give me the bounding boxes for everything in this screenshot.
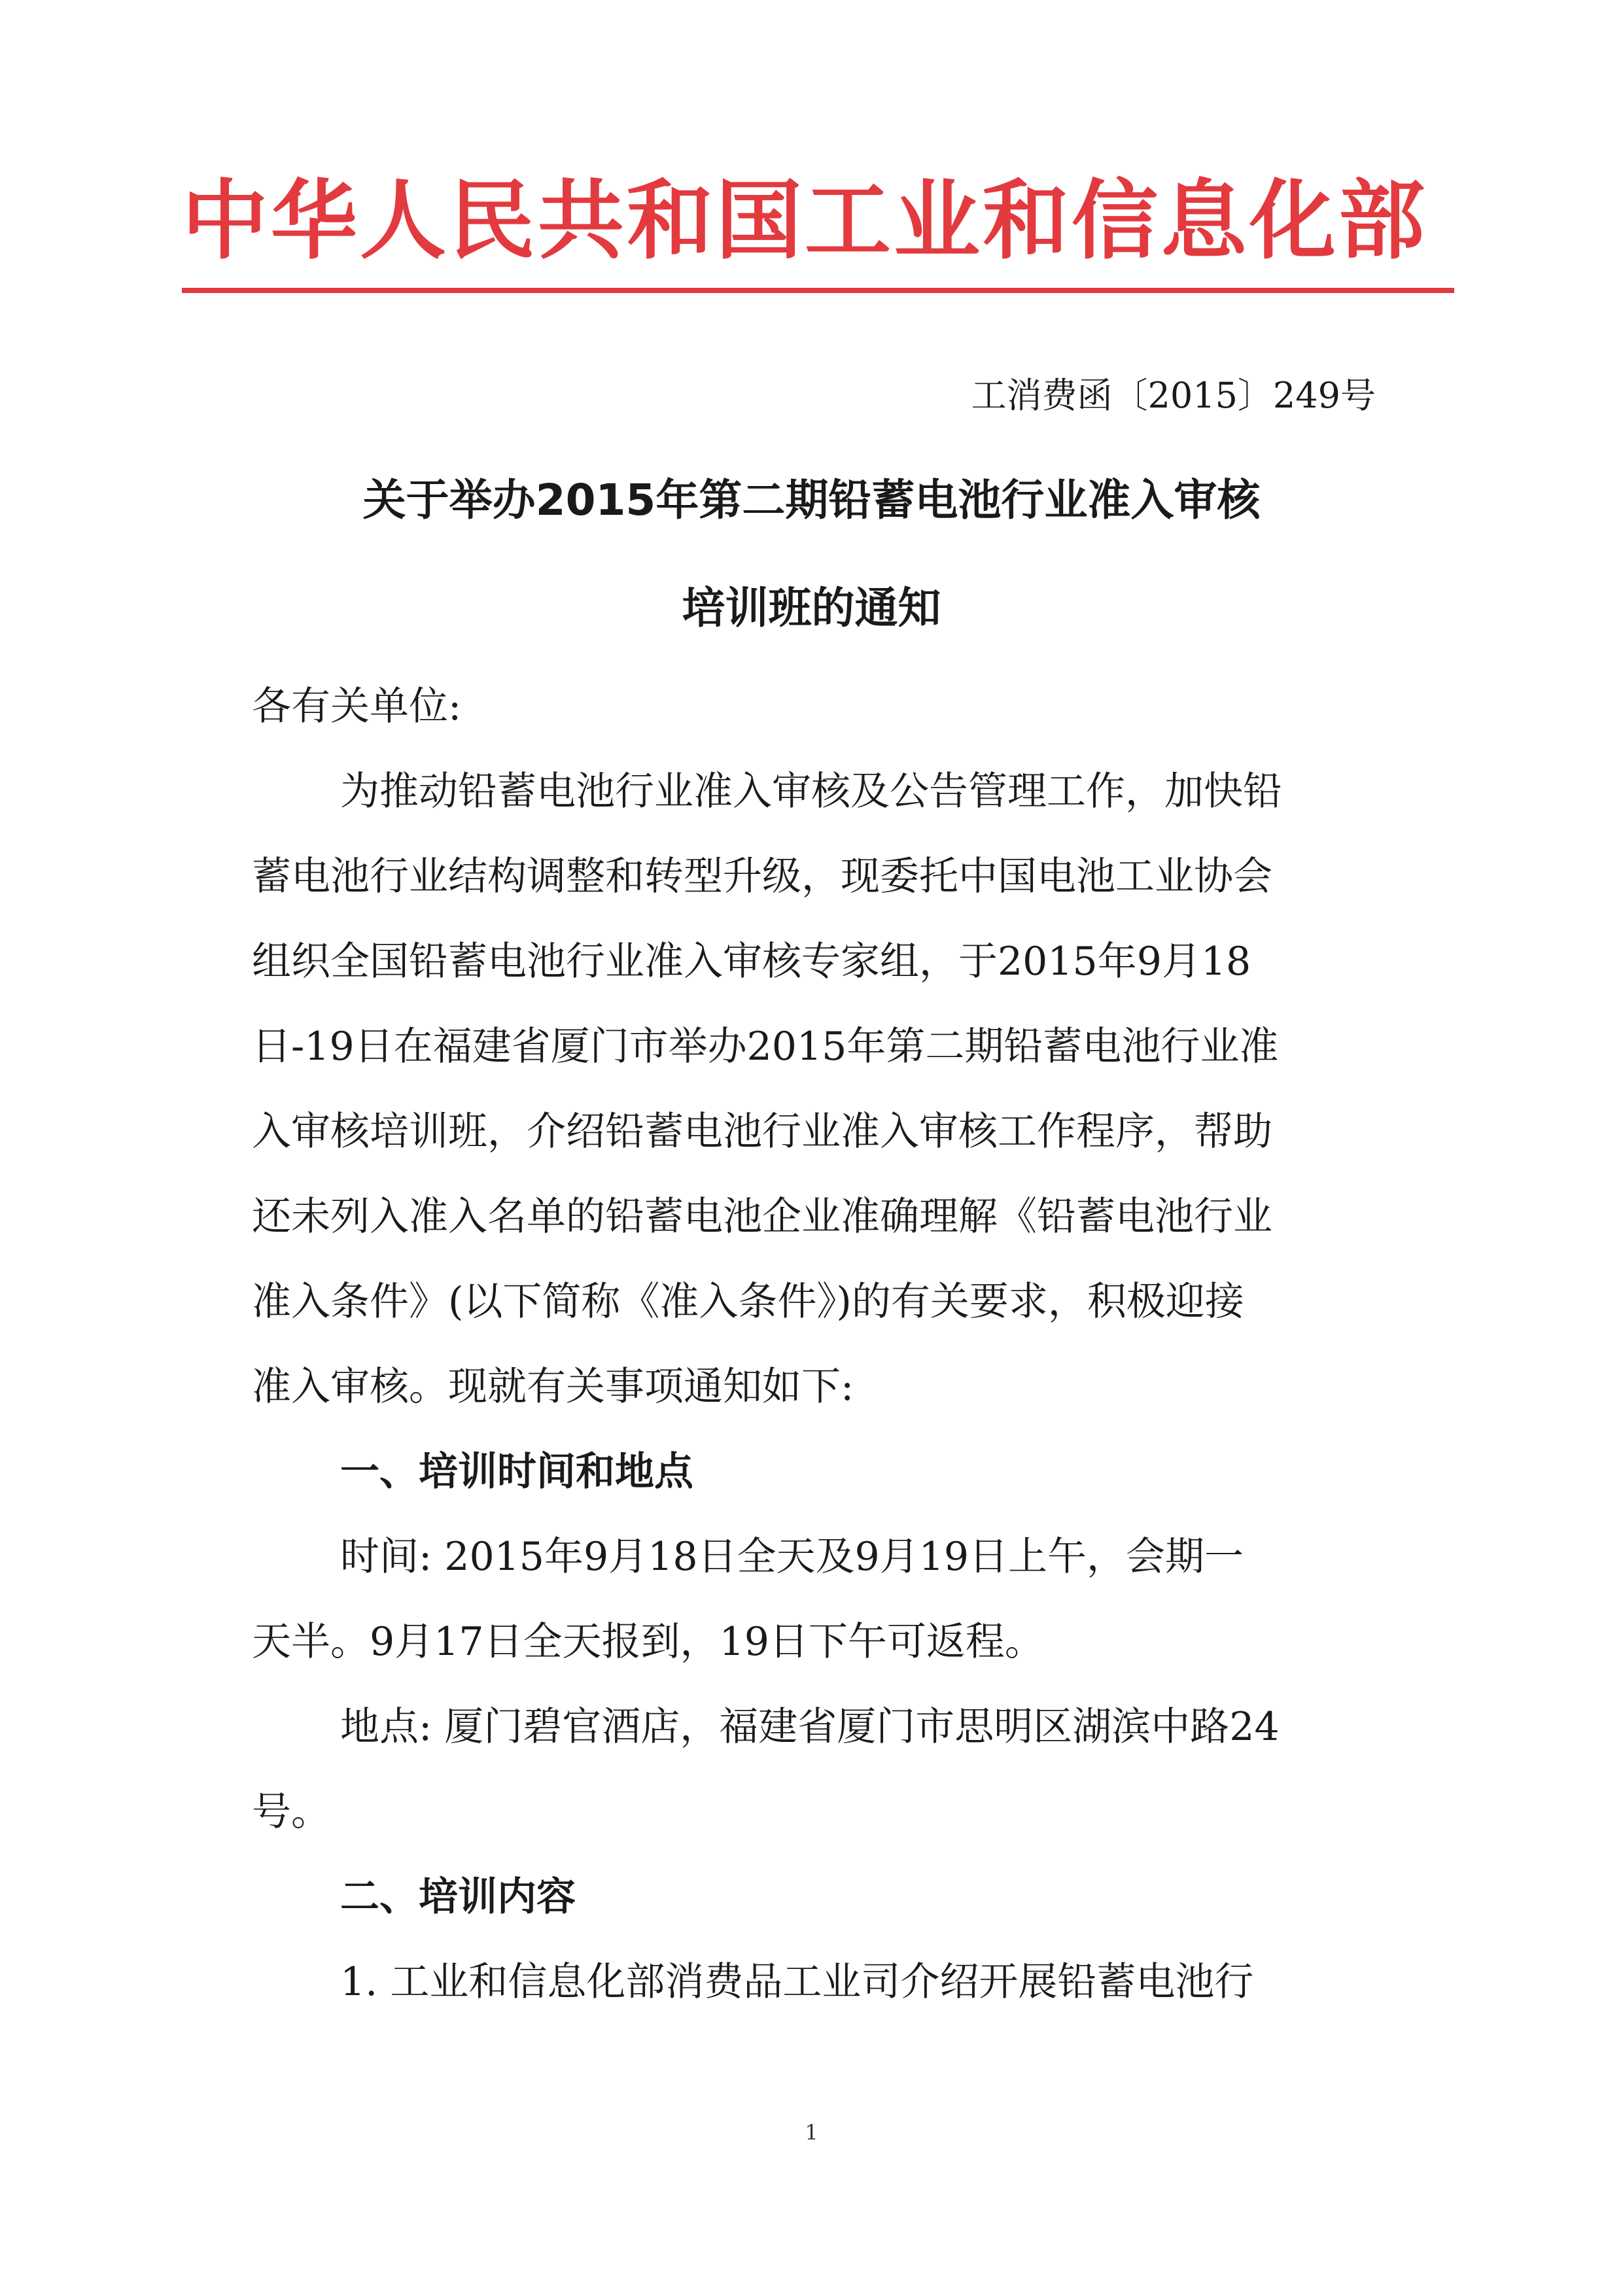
section-heading-time-location: 一、培训时间和地点 [340,1449,693,1495]
paragraph-line: 日-19日在福建省厦门市举办2015年第二期铅蓄电池行业准 [252,1024,1279,1070]
location-line: 地点: 厦门碧官酒店，福建省厦门市思明区湖滨中路24 [340,1704,1280,1750]
paragraph-line: 准入条件》(以下简称《准入条件》)的有关要求，积极迎接 [252,1279,1244,1325]
paragraph-line: 组织全国铅蓄电池行业准入审核专家组，于2015年9月18 [252,939,1251,984]
content-item: 1. 工业和信息化部消费品工业司介绍开展铅蓄电池行 [340,1959,1254,2005]
page-number: 1 [805,2120,818,2145]
paragraph-line: 为推动铅蓄电池行业准入审核及公告管理工作，加快铅 [340,769,1282,814]
time-line: 时间: 2015年9月18日全天及9月19日上午，会期一 [340,1534,1244,1580]
paragraph-line: 蓄电池行业结构调整和转型升级，现委托中国电池工业协会 [252,854,1272,899]
red-divider-line [182,288,1454,293]
paragraph-line: 还未列入准入名单的铅蓄电池企业准确理解《铅蓄电池行业 [252,1194,1272,1240]
paragraph-line: 准入审核。现就有关事项通知如下: [252,1364,854,1410]
document-number: 工消费函〔2015〕249号 [971,375,1376,416]
section-heading-content: 二、培训内容 [340,1874,576,1920]
time-line: 天半。9月17日全天报到，19日下午可返程。 [252,1619,1044,1665]
notice-title-line-2: 培训班的通知 [682,583,941,633]
paragraph-line: 入审核培训班，介绍铅蓄电池行业准入审核工作程序，帮助 [252,1109,1272,1155]
location-line: 号。 [252,1789,330,1835]
notice-title-line-1: 关于举办2015年第二期铅蓄电池行业准入审核 [362,475,1261,525]
ministry-masthead: 中华人民共和国工业和信息化部 [182,171,1427,271]
salutation: 各有关单位: [252,684,462,729]
